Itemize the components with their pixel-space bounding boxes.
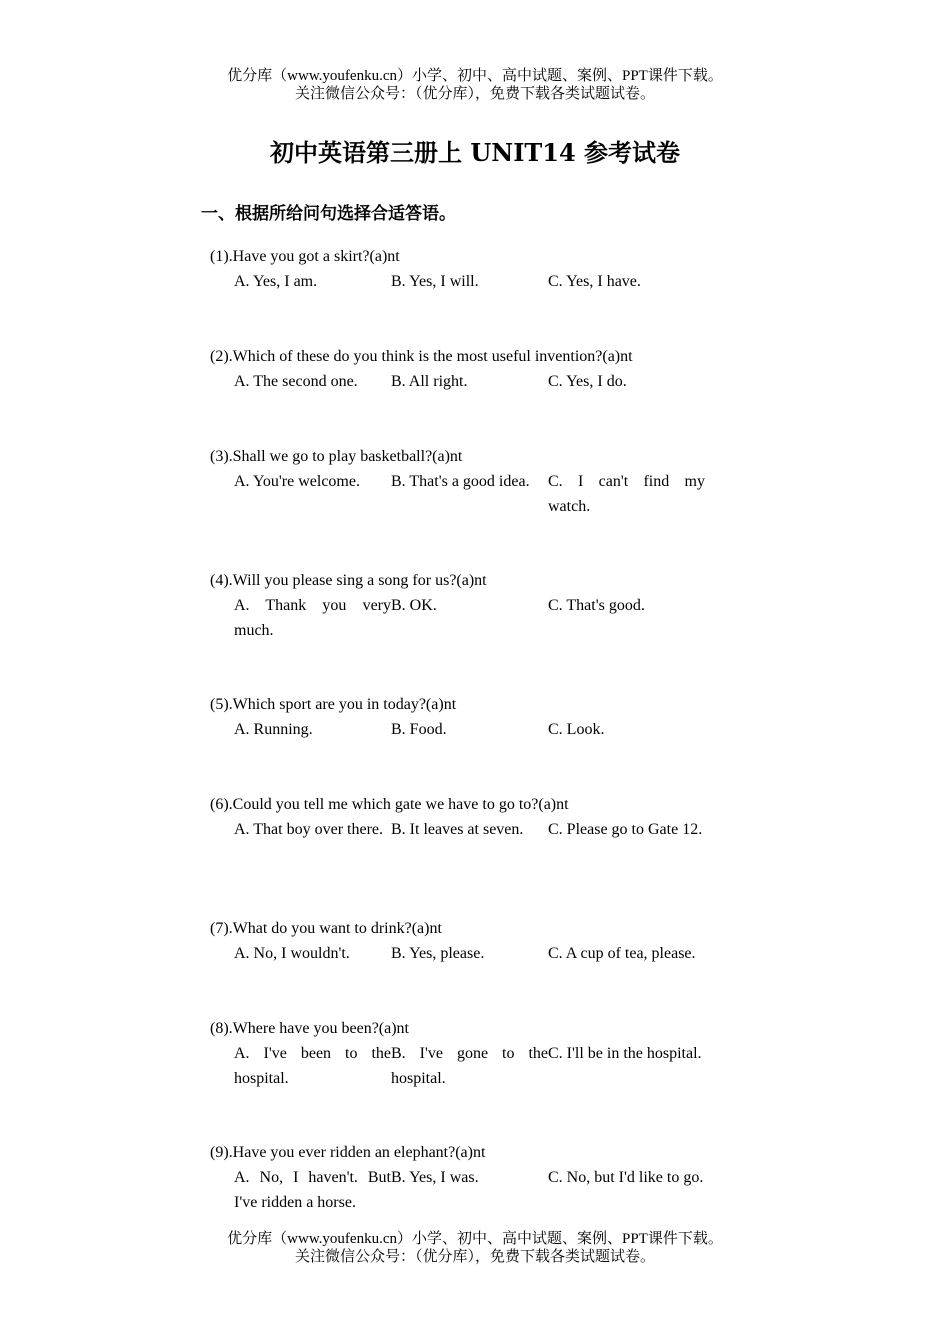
header-line-1: 优分库（www.youfenku.cn）小学、初中、高中试题、案例、PPT课件下载。 [227,68,723,84]
option-b: B. OK. [391,597,437,614]
question-1 [210,244,730,319]
option-c: C. That's good. [548,597,645,614]
section-heading: 一、根据所给问句选择合适答语。 [201,204,456,224]
question-9 [210,1140,730,1215]
option-a: A. Yes, I am. [234,273,318,290]
question-stem: (8).Where have you been?(a)nt [210,1020,409,1037]
question-2 [210,344,730,419]
option-b: B. Yes, I will. [391,273,479,290]
option-a: A. That boy over there. [234,821,383,838]
option-b: B. That's a good idea. [391,473,530,490]
question-3 [210,444,730,519]
question-stem: (4).Will you please sing a song for us?(a)nt [210,572,487,589]
option-c: C. Look. [548,721,605,738]
option-a: A. Running. [234,721,313,738]
option-c: C. Yes, I have. [548,273,641,290]
question-4 [210,568,730,643]
question-5 [210,692,730,767]
option-a: A. Thank you very much. [234,597,391,639]
question-stem: (7).What do you want to drink?(a)nt [210,920,442,937]
option-b: B. Food. [391,721,447,738]
question-stem: (5).Which sport are you in today?(a)nt [210,696,457,713]
option-c: C. A cup of tea, please. [548,945,696,962]
option-a: A. You're welcome. [234,473,360,490]
option-b: B. Yes, I was. [391,1169,479,1186]
page-footer [0,1230,950,1266]
option-c: C. Yes, I do. [548,373,627,390]
question-stem: (1).Have you got a skirt?(a)nt [210,248,400,265]
option-c: C. No, but I'd like to go. [548,1169,704,1186]
option-a: A. The second one. [234,373,358,390]
question-8 [210,1016,730,1091]
option-c: C. Please go to Gate 12. [548,821,703,838]
option-c: C. I'll be in the hospital. [548,1045,702,1062]
question-stem: (9).Have you ever ridden an elephant?(a)nt [210,1144,486,1161]
option-a: A. No, I wouldn't. [234,945,350,962]
footer-line-1: 优分库（www.youfenku.cn）小学、初中、高中试题、案例、PPT课件下载。 [227,1231,723,1247]
option-c: C. I can't find my watch. [548,473,705,515]
question-stem: (6).Could you tell me which gate we have to go to?(a)nt [210,796,569,813]
page-title: 初中英语第三册上 UNIT14 参考试卷 [269,138,681,167]
question-7 [210,916,730,991]
option-b: B. All right. [391,373,468,390]
option-b: B. Yes, please. [391,945,485,962]
question-stem: (2).Which of these do you think is the most useful invention?(a)nt [210,348,633,365]
option-a: A. No, I haven't. But I've ridden a horse. [234,1169,391,1211]
question-6 [210,792,730,867]
footer-line-2: 关注微信公众号：（优分库），免费下载各类试题试卷。 [294,1249,655,1265]
option-b: B. I've gone to the hospital. [391,1045,548,1087]
option-a: A. I've been to the hospital. [234,1045,391,1087]
question-stem: (3).Shall we go to play basketball?(a)nt [210,448,463,465]
page-header [0,67,950,103]
option-b: B. It leaves at seven. [391,821,524,838]
header-line-2: 关注微信公众号：（优分库），免费下载各类试题试卷。 [294,86,655,102]
